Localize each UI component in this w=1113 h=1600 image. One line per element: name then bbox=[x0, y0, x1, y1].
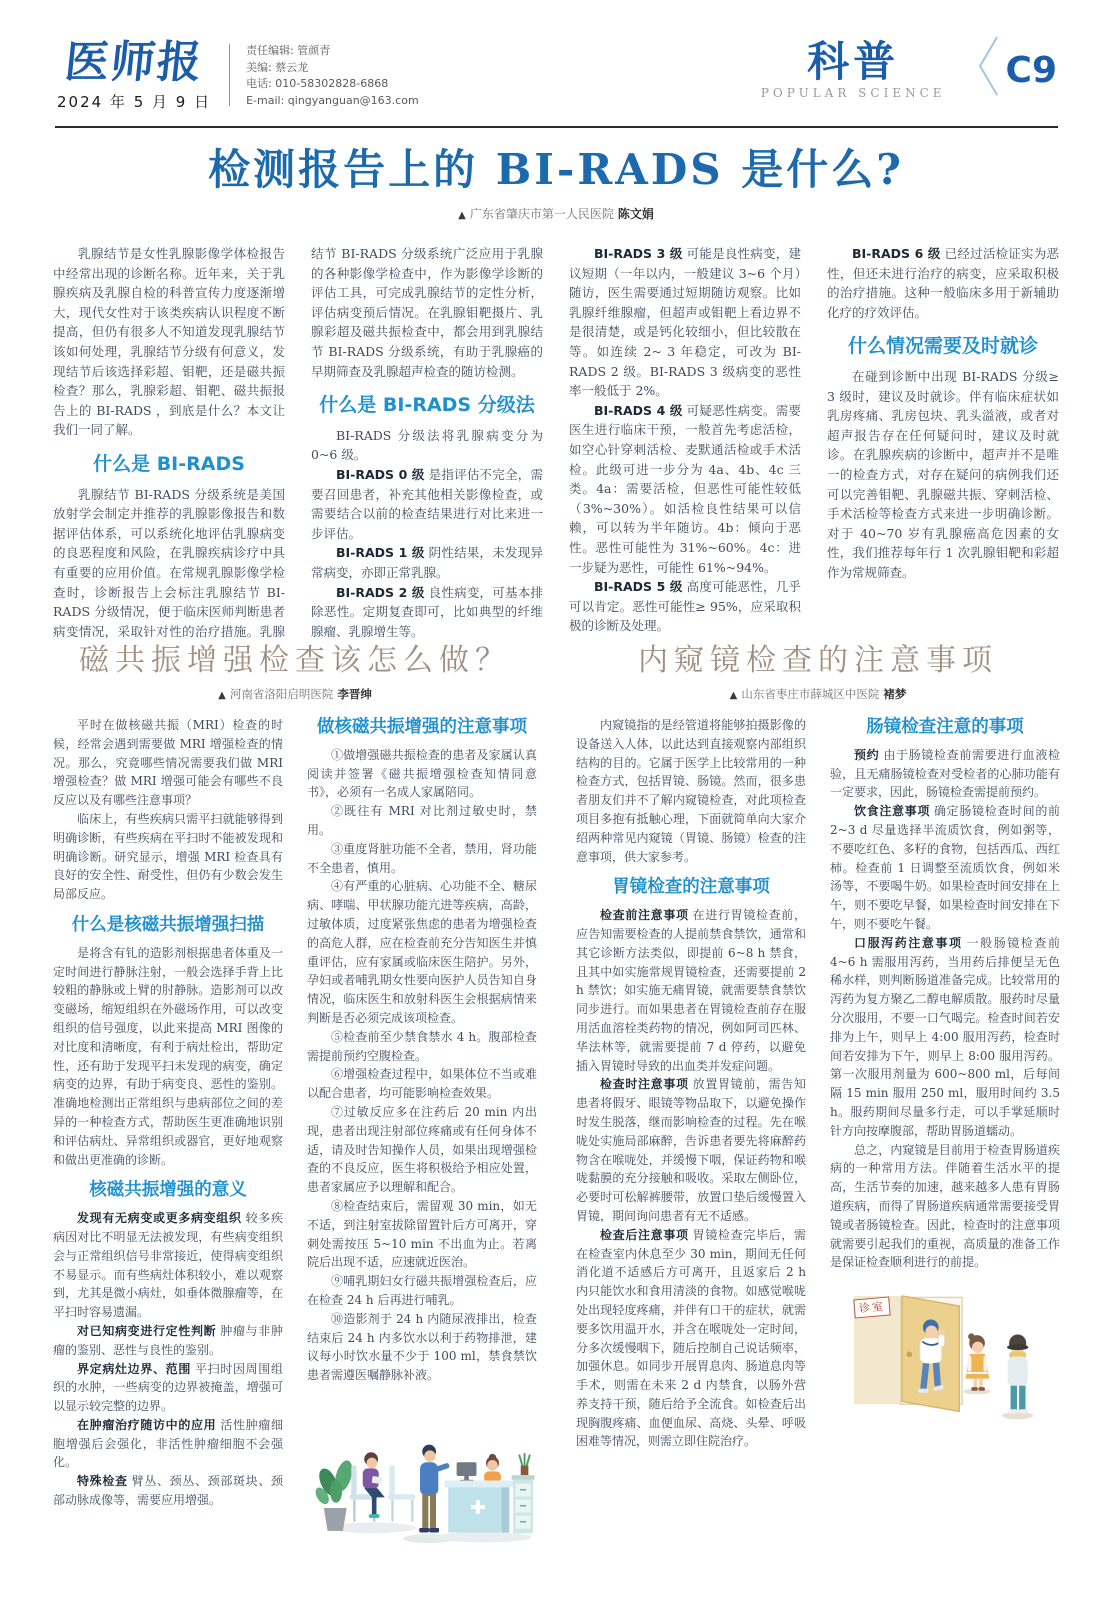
page-number: C9 bbox=[1005, 49, 1057, 91]
potted-plant bbox=[313, 1458, 356, 1530]
paragraph bbox=[576, 906, 806, 1075]
paragraph: 乳腺结节是女性乳腺影像学体检报告中经常出现的诊断名称。近年来，关于乳腺疾病及乳腺自检的科普宣传力度逐渐增大，现代女性对于该类疾病认识程度不断提高，但仍有很多人不知道发现乳腺结节该如何处理，乳腺结节分级有何意义，发现结节后该选择彩超、钼靶，还是磁共振检查？那么，乳腺彩超、钼靶、磁共振报告上的 BI-RADS ，到底是什么？本文让我们一同了解。 bbox=[53, 246, 285, 438]
chevron-left-icon: 〈 bbox=[955, 32, 1000, 107]
seated-woman bbox=[363, 1452, 385, 1518]
section-heading: 什么情况需要及时就诊 bbox=[847, 335, 1038, 358]
paragraph bbox=[311, 465, 543, 543]
paragraph-text: 良性病变，可基本排除恶性。定期复查即可，比如典型的纤维腺瘤、乳腺增生等。 bbox=[311, 584, 543, 639]
editor-line: 美编: 蔡云龙 bbox=[246, 60, 309, 74]
paragraph-text: 肿瘤与非肿瘤的鉴别、恶性与良性的鉴别。 bbox=[53, 1323, 283, 1357]
paragraph bbox=[53, 1472, 283, 1510]
paragraph: ⑧检查结束后，需留观 30 min，如无不适，到注射室拔除留置针后方可离开，穿刺处需按压 5~10 min 不出血为止。若离院后出现不适，应速就近医治。 bbox=[307, 1198, 537, 1270]
paragraph-text: 可疑恶性病变。需要医生进行临床干预，一般首先考虑活检，如空心针穿刺活检、麦默通活检或手术活检。此级可进一步分为 4a、4b、4c 三类。4a：需要活检，但恶性可能性较低（3%~30%）。如活检良性结果可以信赖，可以转为半年随访。4b：倾向于恶性。恶性可能性为 31%~60%。4c：进一步疑为恶性，可能性 61%~94%。 bbox=[569, 402, 801, 575]
paragraph bbox=[827, 244, 1059, 322]
column-right bbox=[830, 716, 1060, 1463]
subhead-label: 检查后注意事项 bbox=[600, 1227, 689, 1242]
byline-author: 李晋绅 bbox=[337, 687, 372, 701]
paragraph bbox=[53, 1322, 283, 1360]
waiting-person-hat bbox=[1007, 1335, 1028, 1414]
article-title: 内窥镜检查的注意事项 bbox=[638, 643, 998, 678]
section-heading: 什么是核磁共振增强扫描 bbox=[71, 914, 265, 935]
page-header bbox=[57, 32, 1057, 124]
paragraph: ⑦过敏反应多在注药后 20 min 内出现，患者出现注射部位疼痛或有任何身体不适，请及时告知操作人员，如果出现增强检查的不良反应，医生将积极给予相应处置，患者家属应予以理解和配合。 bbox=[307, 1104, 537, 1195]
section-name-block bbox=[760, 37, 946, 100]
paragraph bbox=[830, 934, 1060, 1141]
section-heading: 胃镜检查的注意事项 bbox=[612, 877, 770, 898]
grade-label: BI-RADS 4 级 bbox=[594, 402, 683, 418]
paragraph: ⑤检查前至少禁食禁水 4 h。腹部检查需提前预约空腹检查。 bbox=[307, 1029, 537, 1063]
paragraph: 在碰到诊断中出现 BI-RADS 分级≥ 3 级时，建议及时就诊。伴有临床症状如乳房疼痛、乳房包块、乳头溢液，或者对超声报告存在任何疑问时，建议及时就诊。在乳腺疾病的诊断中，超声并不是唯一的检查方式，对存在疑问的病例我们还可以完善钼靶、乳腺磁共振、穿刺活检、手术活检等检查方式来进一步明确诊断。对于 40~70 岁有乳腺癌高危因素的女性，我们推荐每年行 1 次乳腺钼靶和彩超作为常规筛查。 bbox=[827, 368, 1059, 580]
issue-date: 2024 年 5 月 9 日 bbox=[57, 93, 212, 111]
grade-label: BI-RADS 6 级 bbox=[852, 246, 941, 261]
grade-label: BI-RADS 5 级 bbox=[594, 579, 683, 595]
subhead-label: 口服泻药注意事项 bbox=[854, 935, 963, 950]
paragraph: 临床上，有些疾病只需平扫就能够得到明确诊断，有些疾病在平扫时不能被发现和明确诊断。研究显示，增强 MRI 检查具有良好的安全性、耐受性，但仍有少数会发生局部反应。 bbox=[53, 811, 283, 902]
newspaper-logo: 医师报 bbox=[62, 37, 206, 88]
paragraph-text: 可能是良性病变，建议短期（一年以内，一般建议 3~6 个月）随访，医生需要通过短期随访观察。比如乳腺纤维腺瘤，但超声或钼靶上看边界不是很清楚，或是钙化较细小，但比较散在等。如连续 2~ 3 年稳定，可改为 BI-RADS 2 级。BI-RADS 3 级病变的恶性率一般低于 2%。 bbox=[569, 246, 801, 399]
paragraph: 平时在做核磁共振（MRI）检查的时候，经常会遇到需要做 MRI 增强检查的情况。那么，究竟哪些情况需要我们做 MRI 增强检查？做 MRI 增强可能会有哪些不良反应以及有哪些注意事项？ bbox=[53, 718, 283, 808]
article-columns bbox=[53, 716, 537, 1554]
byline-org: 河南省洛阳启明医院 bbox=[229, 687, 334, 701]
article-birads bbox=[53, 144, 1059, 641]
waiting-girl bbox=[966, 1333, 990, 1390]
paragraph bbox=[569, 577, 801, 636]
paragraph bbox=[830, 746, 1060, 802]
article-endoscopy bbox=[576, 642, 1060, 1463]
paragraph: BI-RADS 分级法将乳腺病变分为 0~6 级。 bbox=[311, 427, 543, 463]
paragraph: 是将含有钆的造影剂根据患者体重及一定时间进行静脉注射，一般会选择手背上比较粗的静脉或上臂的肘静脉。造影剂可以改变磁场，缩短组织在外磁场作用，可以改变组织的信号强度，以此来提高 MRI 图像的对比度和清晰度，有利于病灶检出，帮助定性，还有助于发现平扫未发现的病变，确定病变的边界，有助于病变良、恶性的鉴别。准确地检测出正常组织与患病部位之间的差异的一种检查方式，帮助医生更准确地识别和评估病灶、异常组织或器官，更好地观察和做出更准确的诊断。 bbox=[53, 945, 283, 1167]
byline-triangle-icon: ▲ bbox=[458, 210, 466, 221]
paragraph-text: 在进行胃镜检查前，应告知需要检查的人提前禁食禁饮，通常和其它诊断方法类似，即提前 6~8 h 禁食，且其中如实施常规胃镜检查，还需要提前 2 h 禁饮；如实施无痛胃镜，就需要禁食禁饮同步进行。而如果患者在胃镜检查前存在服用活血溶栓类药物的情况，例如阿司匹林、华法林等，就需要提前 7 d 停药，以避免插入胃镜时导致的出血类并发症问题。 bbox=[576, 908, 806, 1073]
subhead-label: 界定病灶边界、范围 bbox=[77, 1361, 191, 1376]
grade-label: BI-RADS 0 级 bbox=[336, 466, 425, 482]
column-left bbox=[53, 716, 283, 1554]
byline-triangle-icon: ▲ bbox=[218, 690, 226, 701]
byline-org: 山东省枣庄市薛城区中医院 bbox=[741, 687, 880, 701]
paragraph bbox=[830, 802, 1060, 934]
paragraph-text: 阴性结果，未发现异常病变，亦即正常乳腺。 bbox=[311, 545, 543, 580]
paragraph-text: 活性肿瘤细胞增强后会强化，非活性肿瘤细胞不会强化。 bbox=[53, 1417, 283, 1470]
paragraph-text: 一般肠镜检查前 4~6 h 需服用泻药，当用药后排便呈无色稀水样，则判断肠道准备完成。比较常用的泻药为复方聚乙二醇电解质散。服药时尽量分次服用，不要一口气喝完。检查时间若安排为上午，则早上 4:00 服用泻药，检查时间若安排为下午，则早上 8:00 服用泻药。第一次服用剂量为 600~800 ml，后每间隔 15 min 服用 250 ml，服用时间约 3.5 h。服药期间尽量多行走，可以手掌延顺时针方向按摩腹部，帮助胃肠道蠕动。 bbox=[830, 935, 1060, 1138]
paragraph bbox=[53, 1360, 283, 1416]
paragraph bbox=[311, 543, 543, 582]
section-heading: 做核磁共振增强的注意事项 bbox=[317, 717, 527, 737]
paragraph: 乳腺结节 BI-RADS 分级系统是美国放射学会制定并推荐的乳腺影像报告和数据评估体系，可以系统化地评估乳腺病变的良恶程度和风险，在乳腺疾病诊疗中具有重要的应用价值。在常规乳腺影像学检查时，诊断报告上会标注乳腺结节 BI-RADS 分级情况，便于临床医师判断患者病变情况，采取针对性的治疗措施。乳腺结节 BI-RADS 分级系统广泛应用于乳腺的各种影像学检查中，作为影像学诊断的评估工具，可完成乳腺结节的定性分析，评估病变预后情况。在乳腺钼靶摄片、乳腺彩超及磁共振检查中，都会用到乳腺结节 BI-RADS 分级系统，有助于乳腺癌的早期筛查及乳腺超声检查的随访检测。 bbox=[53, 246, 543, 639]
grade-label: BI-RADS 3 级 bbox=[594, 246, 683, 261]
paragraph: 内窥镜指的是经管道将能够拍摄影像的设备送入人体，以此达到直接观察内部组织结构的目的。它属于医学上比较常用的一种检查方式，包括胃镜、肠镜。然而，很多患者朋友们并不了解内窥镜检查，对此项检查项目多抱有抵触心理，下面就简单向大家介绍两种常见内窥镜（胃镜、肠镜）检查的注意事项，供大家参考。 bbox=[576, 718, 806, 864]
cabinet bbox=[512, 1453, 535, 1533]
byline bbox=[53, 686, 537, 702]
clinic-door-illustration bbox=[838, 1286, 1052, 1463]
paragraph-text: 放置胃镜前，需告知患者将假牙、眼镜等物品取下，以避免操作时发生脱落，继而影响检查的过程。先在喉咙处实施局部麻醉，告诉患者要先将麻醉药物含在喉咙处，并缓慢下咽，保证药物和喉咙黏膜的充分接触和吸收。采取左侧卧位，必要时可松解裤腰带，放置口垫后缓慢置入胃镜，期间询问患者有无不适感。 bbox=[576, 1077, 806, 1223]
paragraph: ②既往有 MRI 对比剂过敏史时，禁用。 bbox=[307, 804, 537, 837]
paragraph: ⑩造影剂于 24 h 内随尿液排出，检查结束后 24 h 内多饮水以利于药物排泄，建议每小时饮水量不少于 100 ml，禁食禁饮患者需遵医嘱静脉补液。 bbox=[307, 1311, 537, 1383]
subhead-label: 预约 bbox=[854, 747, 880, 762]
editor-line: E-mail: qingyanguan@163.com bbox=[246, 93, 419, 107]
article-columns bbox=[576, 716, 1060, 1463]
paragraph bbox=[576, 1226, 806, 1452]
reception-illustration bbox=[307, 1401, 537, 1554]
article-title: 检测报告上的 BI-RADS 是什么? bbox=[208, 145, 904, 194]
subhead-label: 饮食注意事项 bbox=[854, 804, 930, 819]
byline-org: 广东省肇庆市第一人民医院 bbox=[469, 207, 614, 221]
section-heading: 什么是 BI-RADS bbox=[93, 452, 245, 475]
byline-author: 褚梦 bbox=[883, 687, 907, 701]
paragraph: ④有严重的心脏病、心功能不全、糖尿病、哮喘、甲状腺功能亢进等疾病，高龄，过敏体质，过度紧张焦虑的患者为增强检查的高危人群，应在检查前充分告知医生并慎重评估，应有家属或临床医生陪护。另外，孕妇或者哺乳期女性要向医护人员告知自身情况，临床医生和放射科医生会根据病情来判断是否必须完成该项检查。 bbox=[307, 879, 537, 1025]
paragraph bbox=[311, 583, 543, 642]
paragraph bbox=[569, 401, 801, 577]
paragraph-text: 平扫时因周围组织的水肿，一些病变的边界被掩盖，增强可以显示较完整的边界。 bbox=[53, 1361, 283, 1414]
subhead-label: 在肿瘤治疗随访中的应用 bbox=[77, 1417, 217, 1432]
byline bbox=[576, 686, 1060, 702]
byline-author: 陈文娟 bbox=[617, 207, 654, 221]
paragraph-text: 确定肠镜检查时间的前 2~3 d 尽量选择半流质饮食，例如粥等，不要吃红色、多籽的食物，包括西瓜、西红柿。检查前 1 日调整至流质饮食，例如米汤等，不要喝牛奶。如果检查时间安排在上午，则不要吃早餐，如果检查时间安排在下午，则不要吃午餐。 bbox=[830, 804, 1060, 931]
paragraph-text: 高度可能恶性，几乎可以肯定。恶性可能性≥ 95%，应采取积极的诊断及处理。 bbox=[569, 579, 801, 634]
article-title: 磁共振增强检查该怎么做？ bbox=[79, 643, 511, 678]
section-banner bbox=[760, 32, 1057, 107]
article-body bbox=[53, 244, 1059, 641]
paragraph: ⑨哺乳期妇女行磁共振增强检查后，应在检查 24 h 后再进行哺乳。 bbox=[307, 1274, 537, 1307]
paragraph bbox=[569, 244, 801, 401]
waiting-chairs bbox=[350, 1465, 416, 1521]
paragraph: ③重度肾脏功能不全者，禁用，肾功能不全患者，慎用。 bbox=[307, 841, 537, 875]
paragraph: ①做增强磁共振检查的患者及家属认真阅读并签署《磁共振增强检查知情同意书》，必须有一名成人家属陪同。 bbox=[307, 747, 537, 800]
column-right bbox=[307, 716, 537, 1554]
subhead-label: 检查时注意事项 bbox=[600, 1077, 689, 1092]
masthead-block bbox=[57, 37, 212, 112]
subhead-label: 对已知病变进行定性判断 bbox=[77, 1323, 217, 1338]
editor-line: 责任编辑: 管颜青 bbox=[246, 44, 331, 57]
column-left bbox=[576, 716, 806, 1463]
grade-label: BI-RADS 1 级 bbox=[336, 545, 425, 561]
paragraph-text: 是指评估不完全，需要召回患者，补充其他相关影像检查，或需要结合以前的检查结果进行对比来进一步评估。 bbox=[311, 466, 543, 541]
paragraph bbox=[53, 1416, 283, 1472]
paragraph-text: 较多疾病因对比不明显无法被发现，有些病变组织会与正常组织信号非常接近，使得病变组织不易显示。而有些病灶体积较小，难以观察到，尤其是微小病灶，如垂体微腺瘤等，在平扫时容易遗漏。 bbox=[53, 1211, 283, 1320]
door-sign: 诊室 bbox=[853, 1297, 891, 1319]
subhead-label: 发现有无病变或更多病变组织 bbox=[77, 1211, 242, 1226]
byline bbox=[53, 205, 1059, 222]
header-rule bbox=[55, 126, 1058, 128]
paragraph bbox=[53, 1209, 283, 1322]
section-heading: 核磁共振增强的意义 bbox=[89, 1180, 247, 1201]
grade-label: BI-RADS 2 级 bbox=[336, 584, 425, 600]
standing-man bbox=[419, 1445, 450, 1533]
header-divider bbox=[229, 44, 230, 106]
section-heading: 什么是 BI-RADS 分级法 bbox=[319, 394, 535, 417]
editor-info bbox=[246, 40, 419, 109]
paragraph-text: 已经过活检证实为恶性，但还未进行治疗的病变，应采取积极的治疗措施。这种一般临床多用于新辅助化疗的疗效评估。 bbox=[827, 246, 1059, 320]
byline-triangle-icon: ▲ bbox=[729, 690, 738, 701]
section-name-en: POPULAR SCIENCE bbox=[760, 86, 946, 100]
paragraph: 总之，内窥镜是目前用于检查胃肠道疾病的一种常用方法。伴随着生活水平的提高，生活节奏的加速，越来越多人患有胃肠道疾病，而得了胃肠道疾病通常需要接受胃镜或者肠镜检查。因此，检查时的注意事项就需要引起我们的重视，高质量的准备工作是保证检查顺利进行的前提。 bbox=[830, 1142, 1060, 1270]
paragraph-text: 胃镜检查完毕后，需在检查室内休息至少 30 min，期间无任何消化道不适感后方可离开，且返家后 2 h 内只能饮水和食用清淡的食物。如感觉喉咙处出现轻度疼痛，并伴有口干的症状，就需要多饮用温开水，并含在喉咙处一定时间，分多次缓慢咽下，随后控制自己说话频率，加强休息。如同步开展胃息肉、肠道息肉等手术，则需在未来 2 d 内禁食，以肠外营养支持干预，随后给予全流食。如检查后出现胸腹疼痛、血便血尿、高烧、头晕、呼吸困难等情况，则需立即住院治疗。 bbox=[576, 1227, 806, 1449]
paragraph-text: 由于肠镜检查前需要进行血液检验，且无痛肠镜检查对受检者的心肺功能有一定要求，因此，肠镜检查需提前预约。 bbox=[830, 747, 1060, 800]
section-name-cn: 科普 bbox=[807, 37, 900, 86]
paragraph: ⑥增强检查过程中，如果体位不当或难以配合患者，均可能影响检查效果。 bbox=[307, 1067, 537, 1101]
subhead-label: 特殊检查 bbox=[77, 1474, 128, 1489]
article-mri bbox=[53, 642, 537, 1554]
paragraph-text: 臂丛、颈丛、颈部斑块、颈部动脉成像等，需要应用增强。 bbox=[53, 1474, 283, 1508]
subhead-label: 检查前注意事项 bbox=[600, 908, 689, 923]
editor-line: 电话: 010-58302828-6868 bbox=[246, 77, 389, 90]
reception-desk bbox=[444, 1454, 514, 1533]
section-heading: 肠镜检查注意的事项 bbox=[866, 717, 1024, 737]
paragraph bbox=[576, 1075, 806, 1225]
